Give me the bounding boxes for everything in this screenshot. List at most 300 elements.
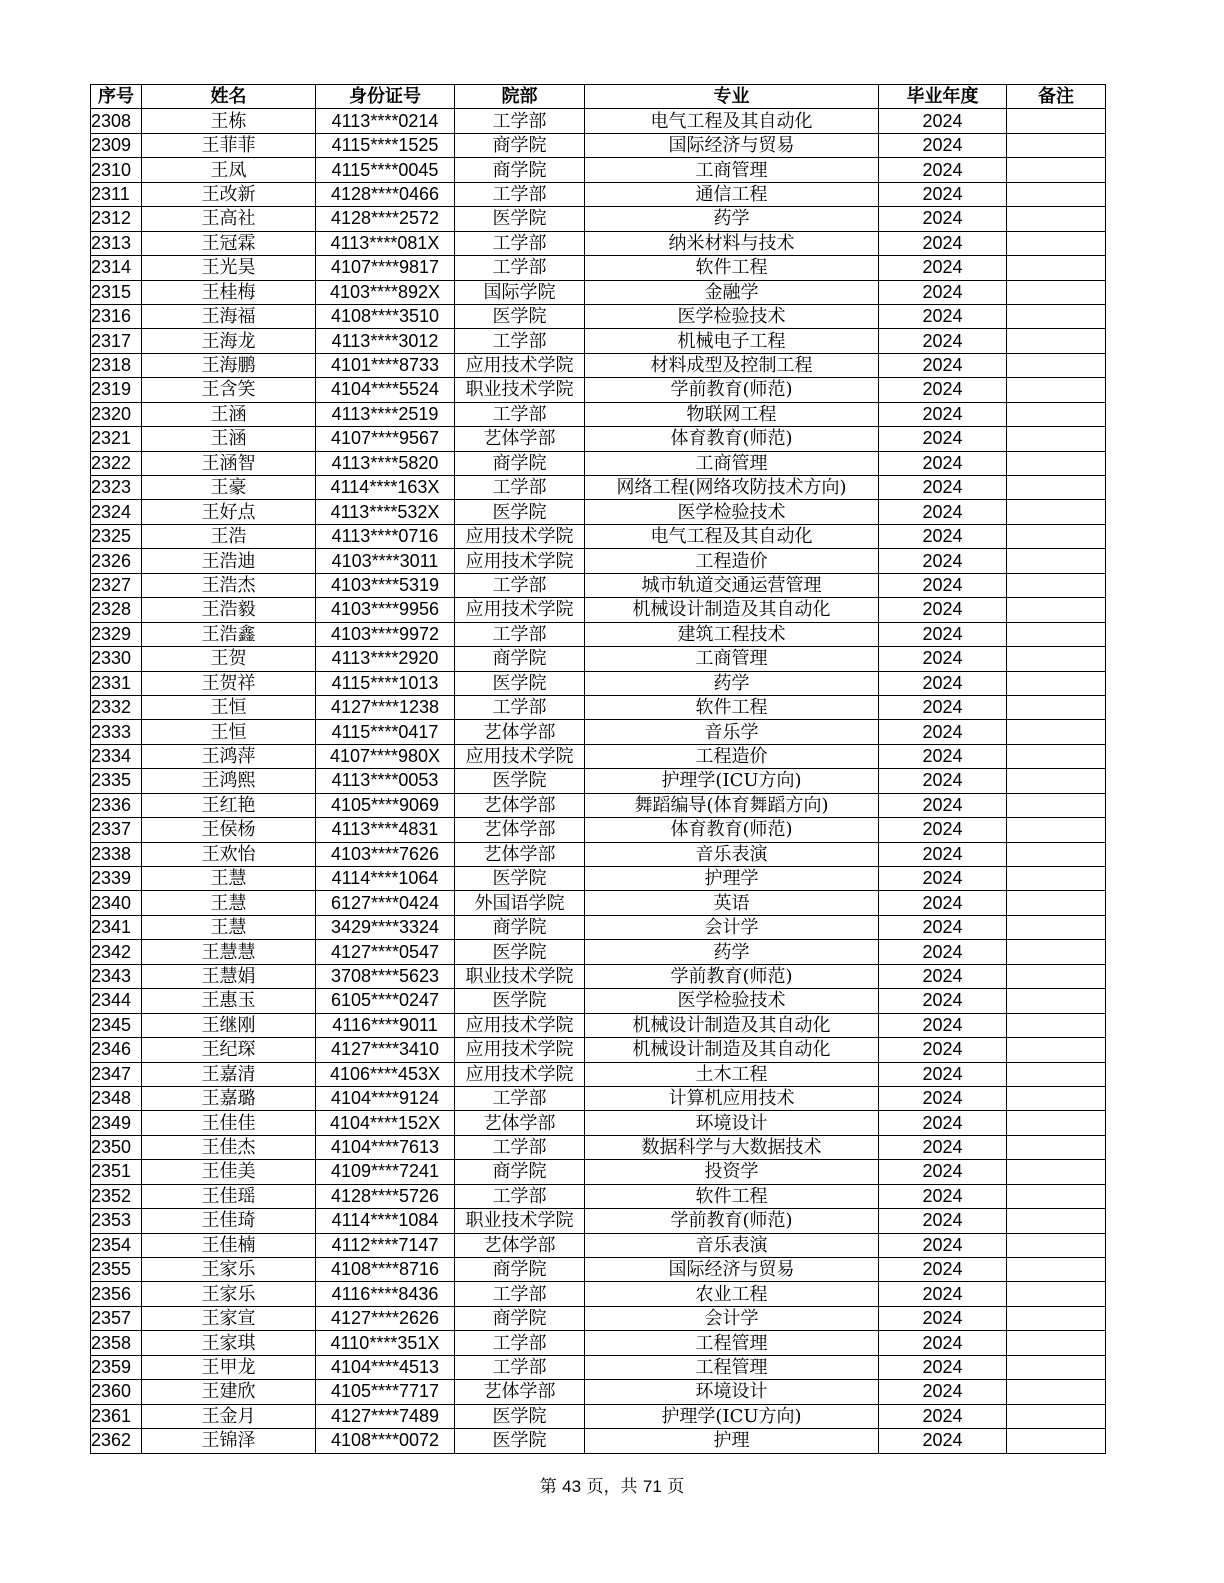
cell-department: 应用技术学院 [455, 549, 585, 573]
cell-id-number: 4113****3012 [316, 329, 455, 353]
cell-major: 舞蹈编导(体育舞蹈方向) [585, 793, 879, 817]
cell-name: 王纪琛 [142, 1038, 316, 1062]
cell-name: 王佳佳 [142, 1111, 316, 1135]
cell-grad-year: 2024 [879, 744, 1007, 768]
table-row [91, 1258, 1106, 1282]
cell-name: 王佳美 [142, 1160, 316, 1184]
cell-seq: 2361 [91, 1404, 142, 1428]
cell-id-number: 4107****9567 [316, 427, 455, 451]
cell-remark [1007, 1331, 1106, 1355]
cell-department: 工学部 [455, 1135, 585, 1159]
cell-id-number: 4113****2920 [316, 647, 455, 671]
cell-grad-year: 2024 [879, 598, 1007, 622]
cell-grad-year: 2024 [879, 1258, 1007, 1282]
table-row [91, 622, 1106, 646]
cell-id-number: 4113****081X [316, 231, 455, 255]
cell-id-number: 4114****163X [316, 476, 455, 500]
cell-grad-year: 2024 [879, 940, 1007, 964]
cell-major: 体育教育(师范) [585, 427, 879, 451]
cell-seq: 2331 [91, 671, 142, 695]
cell-department: 工学部 [455, 573, 585, 597]
cell-department: 商学院 [455, 133, 585, 157]
cell-id-number: 4103****9972 [316, 622, 455, 646]
cell-seq: 2321 [91, 427, 142, 451]
cell-grad-year: 2024 [879, 1209, 1007, 1233]
cell-major: 护理学 [585, 867, 879, 891]
cell-seq: 2317 [91, 329, 142, 353]
table-row [91, 1429, 1106, 1453]
cell-department: 工学部 [455, 622, 585, 646]
cell-name: 王慧娟 [142, 964, 316, 988]
cell-seq: 2320 [91, 402, 142, 426]
cell-major: 工程管理 [585, 1355, 879, 1379]
cell-name: 王佳琦 [142, 1209, 316, 1233]
cell-grad-year: 2024 [879, 427, 1007, 451]
cell-department: 应用技术学院 [455, 1013, 585, 1037]
page-footer [0, 1472, 1224, 1497]
cell-id-number: 4128****0466 [316, 182, 455, 206]
cell-grad-year: 2024 [879, 182, 1007, 206]
cell-department: 商学院 [455, 647, 585, 671]
cell-id-number: 4113****5820 [316, 451, 455, 475]
cell-department: 艺体学部 [455, 818, 585, 842]
cell-id-number: 4115****1013 [316, 671, 455, 695]
cell-name: 王桂梅 [142, 280, 316, 304]
cell-major: 计算机应用技术 [585, 1086, 879, 1110]
cell-name: 王涵 [142, 402, 316, 426]
cell-major: 体育教育(师范) [585, 818, 879, 842]
cell-major: 软件工程 [585, 256, 879, 280]
cell-name: 王浩 [142, 524, 316, 548]
table-row [91, 353, 1106, 377]
cell-remark [1007, 549, 1106, 573]
cell-name: 王恒 [142, 695, 316, 719]
table-row [91, 1306, 1106, 1330]
cell-department: 艺体学部 [455, 720, 585, 744]
cell-seq: 2358 [91, 1331, 142, 1355]
cell-remark [1007, 353, 1106, 377]
cell-major: 机械设计制造及其自动化 [585, 598, 879, 622]
cell-grad-year: 2024 [879, 549, 1007, 573]
table-row [91, 158, 1106, 182]
cell-remark [1007, 109, 1106, 133]
cell-remark [1007, 891, 1106, 915]
cell-name: 王贺 [142, 647, 316, 671]
cell-major: 会计学 [585, 915, 879, 939]
cell-remark [1007, 1233, 1106, 1257]
table-row [91, 769, 1106, 793]
table-row [91, 720, 1106, 744]
table-row [91, 133, 1106, 157]
cell-seq: 2338 [91, 842, 142, 866]
table-row [91, 695, 1106, 719]
cell-seq: 2314 [91, 256, 142, 280]
cell-remark [1007, 1038, 1106, 1062]
cell-id-number: 4101****8733 [316, 353, 455, 377]
cell-remark [1007, 647, 1106, 671]
cell-major: 机械电子工程 [585, 329, 879, 353]
cell-remark [1007, 1111, 1106, 1135]
cell-department: 工学部 [455, 109, 585, 133]
cell-seq: 2326 [91, 549, 142, 573]
cell-name: 王海鹏 [142, 353, 316, 377]
cell-id-number: 4127****3410 [316, 1038, 455, 1062]
cell-id-number: 4104****7613 [316, 1135, 455, 1159]
cell-id-number: 4107****9817 [316, 256, 455, 280]
cell-grad-year: 2024 [879, 353, 1007, 377]
cell-id-number: 4113****0053 [316, 769, 455, 793]
cell-id-number: 6127****0424 [316, 891, 455, 915]
table-row [91, 402, 1106, 426]
cell-seq: 2344 [91, 989, 142, 1013]
column-header-department: 院部 [455, 85, 585, 109]
cell-seq: 2350 [91, 1135, 142, 1159]
cell-remark [1007, 1013, 1106, 1037]
cell-grad-year: 2024 [879, 1013, 1007, 1037]
cell-major: 音乐学 [585, 720, 879, 744]
cell-name: 王继刚 [142, 1013, 316, 1037]
cell-remark [1007, 1306, 1106, 1330]
cell-id-number: 4115****0045 [316, 158, 455, 182]
table-row [91, 329, 1106, 353]
cell-id-number: 4113****532X [316, 500, 455, 524]
cell-name: 王锦泽 [142, 1429, 316, 1453]
cell-name: 王浩杰 [142, 573, 316, 597]
cell-name: 王浩毅 [142, 598, 316, 622]
cell-grad-year: 2024 [879, 818, 1007, 842]
cell-remark [1007, 402, 1106, 426]
table-row [91, 1086, 1106, 1110]
cell-name: 王慧 [142, 867, 316, 891]
table-row [91, 1209, 1106, 1233]
cell-grad-year: 2024 [879, 1404, 1007, 1428]
cell-major: 环境设计 [585, 1380, 879, 1404]
cell-grad-year: 2024 [879, 1306, 1007, 1330]
cell-department: 工学部 [455, 231, 585, 255]
cell-id-number: 4105****7717 [316, 1380, 455, 1404]
cell-department: 应用技术学院 [455, 524, 585, 548]
cell-id-number: 4127****0547 [316, 940, 455, 964]
cell-department: 艺体学部 [455, 793, 585, 817]
cell-seq: 2360 [91, 1380, 142, 1404]
cell-id-number: 4116****8436 [316, 1282, 455, 1306]
cell-major: 电气工程及其自动化 [585, 109, 879, 133]
cell-major: 投资学 [585, 1160, 879, 1184]
cell-id-number: 4106****453X [316, 1062, 455, 1086]
cell-remark [1007, 256, 1106, 280]
cell-name: 王家琪 [142, 1331, 316, 1355]
table-row [91, 304, 1106, 328]
cell-seq: 2316 [91, 304, 142, 328]
cell-major: 软件工程 [585, 695, 879, 719]
cell-remark [1007, 304, 1106, 328]
cell-major: 学前教育(师范) [585, 378, 879, 402]
table-row [91, 842, 1106, 866]
cell-grad-year: 2024 [879, 256, 1007, 280]
cell-name: 王涵智 [142, 451, 316, 475]
table-row [91, 915, 1106, 939]
cell-name: 王改新 [142, 182, 316, 206]
cell-department: 工学部 [455, 402, 585, 426]
table-row [91, 891, 1106, 915]
table-row [91, 964, 1106, 988]
cell-grad-year: 2024 [879, 1111, 1007, 1135]
cell-remark [1007, 989, 1106, 1013]
cell-grad-year: 2024 [879, 1331, 1007, 1355]
cell-remark [1007, 1282, 1106, 1306]
cell-seq: 2341 [91, 915, 142, 939]
cell-remark [1007, 818, 1106, 842]
cell-major: 音乐表演 [585, 842, 879, 866]
table-row [91, 818, 1106, 842]
column-header-remark: 备注 [1007, 85, 1106, 109]
table-row [91, 1013, 1106, 1037]
cell-grad-year: 2024 [879, 133, 1007, 157]
cell-major: 软件工程 [585, 1184, 879, 1208]
table-row [91, 451, 1106, 475]
cell-department: 商学院 [455, 158, 585, 182]
cell-major: 会计学 [585, 1306, 879, 1330]
cell-id-number: 6105****0247 [316, 989, 455, 1013]
cell-major: 医学检验技术 [585, 500, 879, 524]
cell-id-number: 4104****4513 [316, 1355, 455, 1379]
cell-name: 王嘉璐 [142, 1086, 316, 1110]
column-header-seq: 序号 [91, 85, 142, 109]
cell-seq: 2349 [91, 1111, 142, 1135]
cell-id-number: 4127****2626 [316, 1306, 455, 1330]
cell-name: 王佳瑶 [142, 1184, 316, 1208]
cell-id-number: 4113****0716 [316, 524, 455, 548]
cell-remark [1007, 476, 1106, 500]
cell-major: 工程造价 [585, 549, 879, 573]
table-row [91, 524, 1106, 548]
cell-grad-year: 2024 [879, 964, 1007, 988]
cell-grad-year: 2024 [879, 867, 1007, 891]
cell-grad-year: 2024 [879, 158, 1007, 182]
cell-name: 王浩迪 [142, 549, 316, 573]
cell-department: 医学院 [455, 671, 585, 695]
cell-remark [1007, 1160, 1106, 1184]
cell-seq: 2311 [91, 182, 142, 206]
cell-seq: 2313 [91, 231, 142, 255]
cell-name: 王金月 [142, 1404, 316, 1428]
cell-name: 王慧 [142, 915, 316, 939]
table-row [91, 1331, 1106, 1355]
footer-middle: 页，共 [586, 1477, 638, 1497]
cell-major: 护理学(ICU方向) [585, 769, 879, 793]
cell-grad-year: 2024 [879, 329, 1007, 353]
table-row [91, 744, 1106, 768]
cell-seq: 2322 [91, 451, 142, 475]
cell-id-number: 4114****1084 [316, 1209, 455, 1233]
footer-suffix: 页 [667, 1477, 685, 1497]
cell-remark [1007, 1062, 1106, 1086]
table-body [91, 109, 1106, 1453]
cell-id-number: 4104****9124 [316, 1086, 455, 1110]
cell-department: 艺体学部 [455, 1380, 585, 1404]
cell-name: 王冠霖 [142, 231, 316, 255]
cell-department: 艺体学部 [455, 427, 585, 451]
cell-major: 农业工程 [585, 1282, 879, 1306]
cell-name: 王海福 [142, 304, 316, 328]
cell-department: 艺体学部 [455, 1233, 585, 1257]
cell-major: 金融学 [585, 280, 879, 304]
cell-major: 土木工程 [585, 1062, 879, 1086]
cell-id-number: 4108****8716 [316, 1258, 455, 1282]
cell-name: 王家乐 [142, 1282, 316, 1306]
cell-remark [1007, 695, 1106, 719]
cell-remark [1007, 867, 1106, 891]
cell-grad-year: 2024 [879, 1380, 1007, 1404]
cell-name: 王家乐 [142, 1258, 316, 1282]
cell-grad-year: 2024 [879, 891, 1007, 915]
cell-seq: 2347 [91, 1062, 142, 1086]
cell-grad-year: 2024 [879, 109, 1007, 133]
table-row [91, 280, 1106, 304]
cell-department: 艺体学部 [455, 842, 585, 866]
cell-department: 应用技术学院 [455, 353, 585, 377]
table-row [91, 1135, 1106, 1159]
cell-department: 医学院 [455, 1429, 585, 1453]
cell-id-number: 3708****5623 [316, 964, 455, 988]
cell-grad-year: 2024 [879, 207, 1007, 231]
cell-major: 工商管理 [585, 158, 879, 182]
cell-remark [1007, 1429, 1106, 1453]
cell-seq: 2339 [91, 867, 142, 891]
cell-grad-year: 2024 [879, 647, 1007, 671]
cell-name: 王高社 [142, 207, 316, 231]
table-row [91, 1282, 1106, 1306]
cell-seq: 2348 [91, 1086, 142, 1110]
cell-name: 王涵 [142, 427, 316, 451]
cell-major: 药学 [585, 671, 879, 695]
column-header-name: 姓名 [142, 85, 316, 109]
cell-seq: 2318 [91, 353, 142, 377]
cell-name: 王凤 [142, 158, 316, 182]
table-row [91, 1184, 1106, 1208]
cell-major: 药学 [585, 207, 879, 231]
cell-major: 药学 [585, 940, 879, 964]
cell-id-number: 3429****3324 [316, 915, 455, 939]
cell-major: 材料成型及控制工程 [585, 353, 879, 377]
cell-seq: 2328 [91, 598, 142, 622]
cell-grad-year: 2024 [879, 402, 1007, 426]
cell-name: 王建欣 [142, 1380, 316, 1404]
cell-id-number: 4108****3510 [316, 304, 455, 328]
cell-grad-year: 2024 [879, 1355, 1007, 1379]
cell-seq: 2325 [91, 524, 142, 548]
cell-seq: 2335 [91, 769, 142, 793]
cell-name: 王浩鑫 [142, 622, 316, 646]
cell-id-number: 4110****351X [316, 1331, 455, 1355]
table-row [91, 598, 1106, 622]
cell-name: 王光昊 [142, 256, 316, 280]
table-row [91, 231, 1106, 255]
cell-grad-year: 2024 [879, 280, 1007, 304]
cell-major: 环境设计 [585, 1111, 879, 1135]
cell-major: 数据科学与大数据技术 [585, 1135, 879, 1159]
cell-seq: 2352 [91, 1184, 142, 1208]
cell-remark [1007, 842, 1106, 866]
cell-major: 城市轨道交通运营管理 [585, 573, 879, 597]
cell-department: 工学部 [455, 256, 585, 280]
cell-seq: 2312 [91, 207, 142, 231]
cell-id-number: 4113****0214 [316, 109, 455, 133]
cell-id-number: 4115****0417 [316, 720, 455, 744]
cell-name: 王惠玉 [142, 989, 316, 1013]
cell-department: 商学院 [455, 915, 585, 939]
cell-remark [1007, 1355, 1106, 1379]
cell-department: 医学院 [455, 989, 585, 1013]
cell-department: 医学院 [455, 207, 585, 231]
cell-department: 应用技术学院 [455, 598, 585, 622]
footer-total-pages: 71 [642, 1477, 662, 1496]
table-row [91, 647, 1106, 671]
table-row [91, 1062, 1106, 1086]
cell-seq: 2342 [91, 940, 142, 964]
table-row [91, 1380, 1106, 1404]
cell-grad-year: 2024 [879, 793, 1007, 817]
cell-name: 王甲龙 [142, 1355, 316, 1379]
cell-major: 学前教育(师范) [585, 1209, 879, 1233]
cell-major: 建筑工程技术 [585, 622, 879, 646]
cell-remark [1007, 793, 1106, 817]
cell-id-number: 4115****1525 [316, 133, 455, 157]
cell-department: 工学部 [455, 1355, 585, 1379]
cell-seq: 2356 [91, 1282, 142, 1306]
cell-department: 职业技术学院 [455, 1209, 585, 1233]
cell-id-number: 4105****9069 [316, 793, 455, 817]
cell-major: 网络工程(网络攻防技术方向) [585, 476, 879, 500]
cell-grad-year: 2024 [879, 524, 1007, 548]
cell-seq: 2309 [91, 133, 142, 157]
cell-seq: 2333 [91, 720, 142, 744]
cell-grad-year: 2024 [879, 1233, 1007, 1257]
cell-seq: 2340 [91, 891, 142, 915]
cell-department: 医学院 [455, 940, 585, 964]
cell-seq: 2329 [91, 622, 142, 646]
cell-id-number: 4127****1238 [316, 695, 455, 719]
cell-seq: 2310 [91, 158, 142, 182]
cell-major: 医学检验技术 [585, 989, 879, 1013]
cell-id-number: 4108****0072 [316, 1429, 455, 1453]
cell-id-number: 4103****5319 [316, 573, 455, 597]
cell-name: 王红艳 [142, 793, 316, 817]
cell-major: 英语 [585, 891, 879, 915]
cell-name: 王欢怡 [142, 842, 316, 866]
cell-grad-year: 2024 [879, 842, 1007, 866]
cell-name: 王贺祥 [142, 671, 316, 695]
cell-name: 王嘉清 [142, 1062, 316, 1086]
cell-seq: 2336 [91, 793, 142, 817]
table-row [91, 573, 1106, 597]
cell-major: 机械设计制造及其自动化 [585, 1038, 879, 1062]
table-row [91, 500, 1106, 524]
cell-department: 工学部 [455, 695, 585, 719]
table-row [91, 427, 1106, 451]
cell-department: 应用技术学院 [455, 744, 585, 768]
cell-remark [1007, 622, 1106, 646]
cell-grad-year: 2024 [879, 476, 1007, 500]
cell-remark [1007, 598, 1106, 622]
cell-name: 王豪 [142, 476, 316, 500]
table-row [91, 1038, 1106, 1062]
table-row [91, 867, 1106, 891]
cell-department: 工学部 [455, 182, 585, 206]
cell-name: 王慧 [142, 891, 316, 915]
cell-department: 商学院 [455, 1258, 585, 1282]
cell-seq: 2362 [91, 1429, 142, 1453]
